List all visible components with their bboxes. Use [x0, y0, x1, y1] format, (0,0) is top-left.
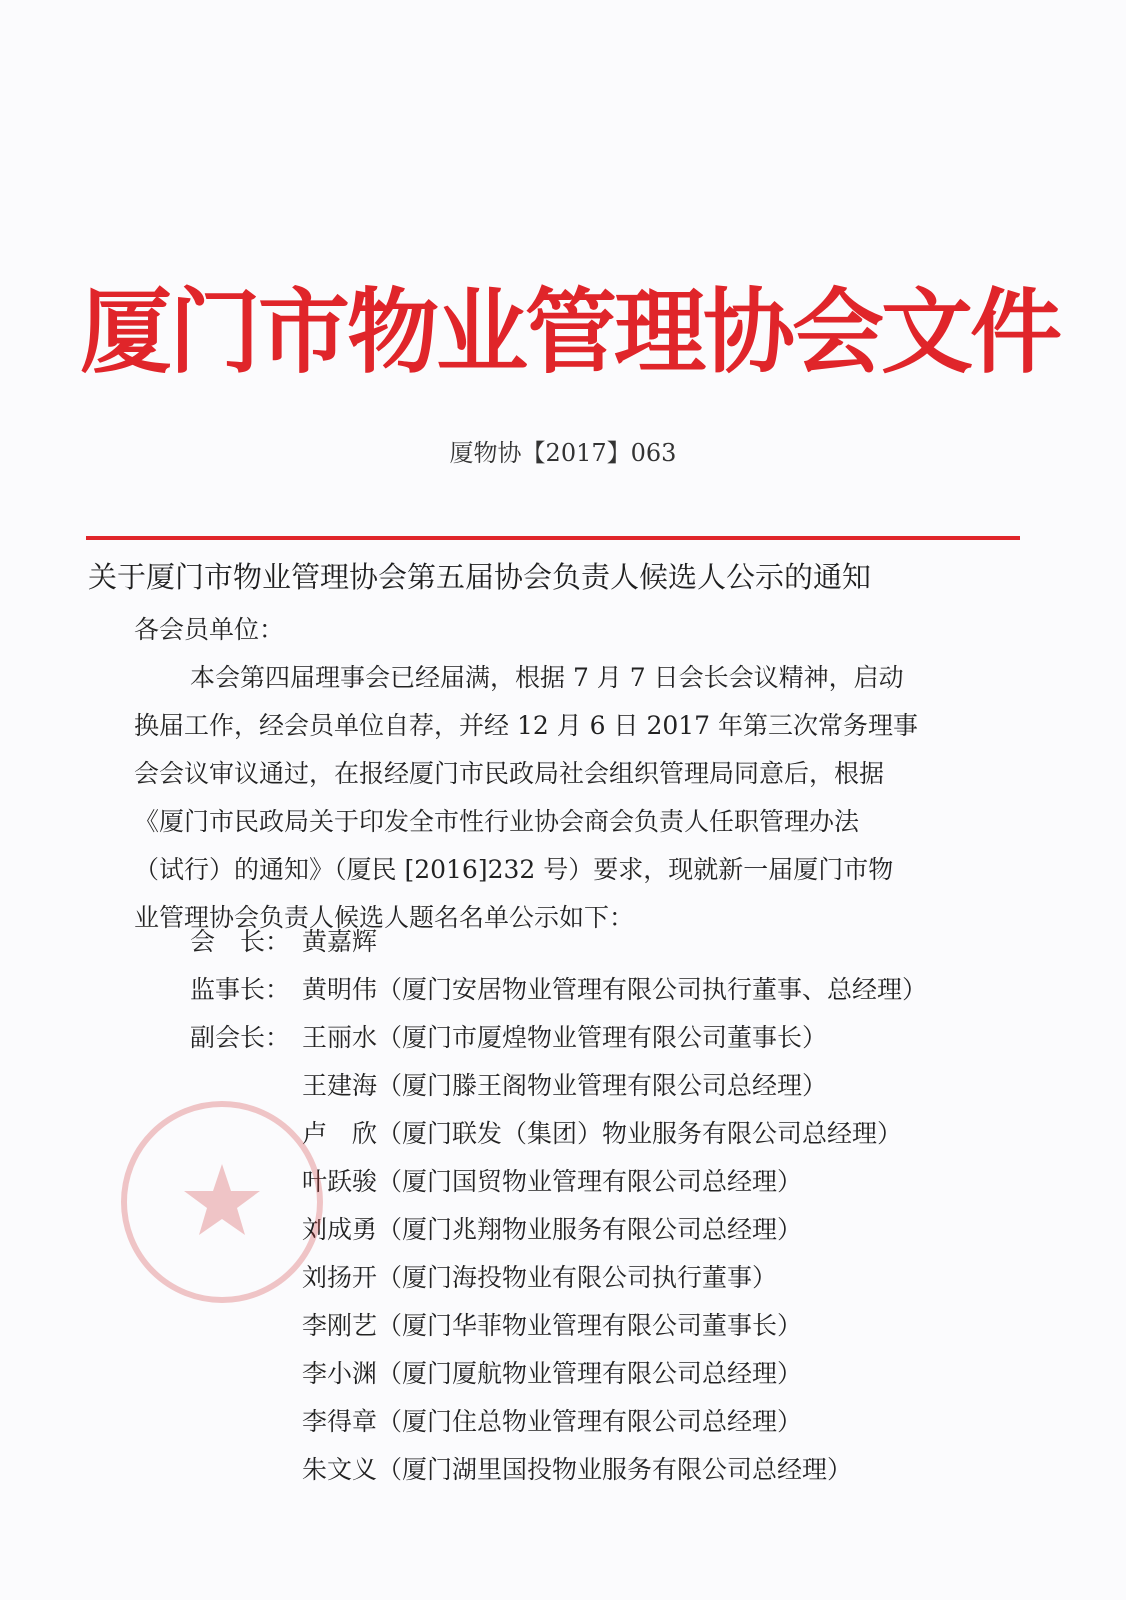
candidate-row [190, 1018, 827, 1058]
body-paragraph-line: 业管理协会负责人候选人题名名单公示如下： [134, 903, 635, 932]
candidate-company: （厦门兆翔物业服务有限公司总经理） [377, 1215, 803, 1244]
document-number: 厦物协【2017】063 [449, 439, 677, 467]
candidate-name: 李小渊 [302, 1359, 378, 1388]
candidate-name: 李刚艺 [302, 1311, 378, 1340]
salutation: 各会员单位： [134, 615, 285, 644]
candidate-name: 李得章 [302, 1407, 378, 1436]
candidate-company: （厦门安居物业管理有限公司执行董事、总经理） [377, 975, 928, 1004]
candidate-company: （厦门湖里国投物业服务有限公司总经理） [377, 1455, 853, 1484]
seal-stamp-icon [118, 1098, 326, 1306]
candidate-name: 刘扬开 [302, 1263, 378, 1292]
candidate-company: （厦门海投物业有限公司执行董事） [377, 1263, 778, 1292]
candidate-name: 卢 欣 [302, 1119, 378, 1148]
candidate-company: （厦门国贸物业管理有限公司总经理） [377, 1167, 803, 1196]
candidate-name: 王丽水 [302, 1023, 378, 1052]
candidate-row [190, 970, 927, 1010]
document-header-title: 厦门市物业管理协会文件 [80, 279, 1060, 386]
candidate-company: （厦门住总物业管理有限公司总经理） [377, 1407, 803, 1436]
candidate-company: （厦门华菲物业管理有限公司董事长） [377, 1311, 803, 1340]
red-divider-line [86, 536, 1020, 540]
candidate-row [190, 922, 377, 962]
notice-title: 关于厦门市物业管理协会第五届协会负责人候选人公示的通知 [88, 560, 872, 594]
candidate-role: 监事长： [190, 975, 291, 1004]
candidate-row [190, 1450, 852, 1490]
candidate-name: 黄嘉辉 [302, 927, 378, 956]
candidate-role: 会 长： [190, 927, 291, 956]
body-paragraph-line: 《厦门市民政局关于印发全市性行业协会商会负责人任职管理办法 [134, 807, 860, 836]
candidate-name: 刘成勇 [302, 1215, 378, 1244]
body-paragraph-line: 换届工作，经会员单位自荐，并经 12 月 6 日 2017 年第三次常务理事 [134, 711, 919, 740]
candidate-name: 朱文义 [302, 1455, 378, 1484]
candidate-name: 叶跃骏 [302, 1167, 378, 1196]
candidate-company: （厦门联发（集团）物业服务有限公司总经理） [377, 1119, 903, 1148]
candidate-row [190, 1402, 802, 1442]
body-paragraph-line: 本会第四届理事会已经届满，根据 7 月 7 日会长会议精神，启动 [190, 663, 904, 692]
candidate-name: 黄明伟 [302, 975, 378, 1004]
candidate-name: 王建海 [302, 1071, 378, 1100]
candidate-company: （厦门厦航物业管理有限公司总经理） [377, 1359, 803, 1388]
candidate-row [190, 1354, 802, 1394]
candidate-company: （厦门滕王阁物业管理有限公司总经理） [377, 1071, 828, 1100]
candidate-row [190, 1306, 802, 1346]
candidate-role: 副会长： [190, 1023, 291, 1052]
body-paragraph-line: （试行）的通知》（厦民 [2016]232 号）要求，现就新一届厦门市物 [134, 855, 894, 884]
candidate-company: （厦门市厦煌物业管理有限公司董事长） [377, 1023, 828, 1052]
body-paragraph-line: 会会议审议通过，在报经厦门市民政局社会组织管理局同意后，根据 [134, 759, 885, 788]
